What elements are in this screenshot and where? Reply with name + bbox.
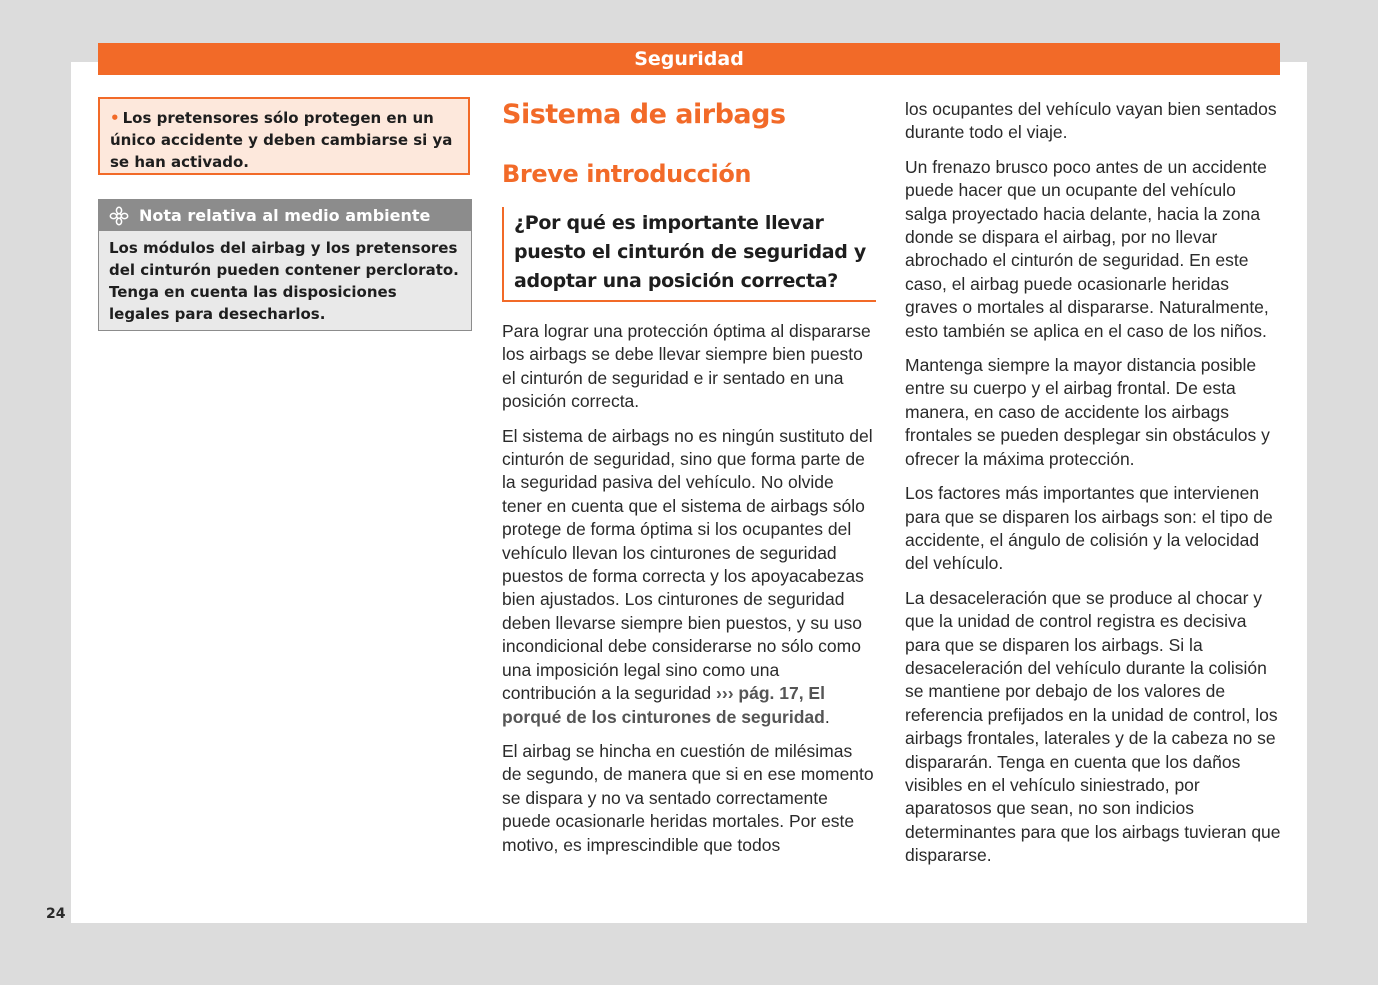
paragraph-2 — [502, 425, 874, 729]
flower-icon — [109, 206, 129, 226]
section-header: Seguridad — [98, 43, 1280, 75]
paragraph-3: El airbag se hincha en cuestión de milésimas de segundo, de manera que si en ese momento se dispara y no va sentado correctamente puede ocasionarle heridas mortales. Por este motivo, es imprescindible que todos — [502, 740, 874, 855]
warning-box — [98, 97, 470, 175]
right-column — [905, 98, 1281, 868]
environment-note — [98, 199, 472, 331]
main-title: Sistema de airbags — [502, 99, 786, 130]
environment-note-header — [99, 200, 471, 231]
warning-text: Los pretensores sólo protegen en un único accidente y deben cambiarse si ya se han activado. — [110, 109, 453, 171]
environment-note-title: Nota relativa al medio ambiente — [139, 206, 431, 225]
main-column — [502, 95, 874, 857]
subtitle: Breve introducción — [502, 160, 752, 188]
paragraph-2-end: . — [824, 706, 830, 727]
question-box — [502, 207, 876, 302]
question-heading: ¿Por qué es importante llevar puesto el cinturón de seguridad y adoptar una posición correcta? — [514, 212, 866, 292]
right-paragraph-2: Un frenazo brusco poco antes de un accidente puede hacer que un ocupante del vehículo salga proyectado hacia delante, hacia la zona donde se dispara el airbag, por no llevar abrochado el cinturón de seguridad. En este caso, el airbag puede ocasionarle heridas graves o mortales al dispararse. Naturalmente, esto también se aplica en el caso de los niños. — [905, 156, 1269, 341]
paragraph-1: Para lograr una protección óptima al dispararse los airbags se debe llevar siempre bien puesto el cinturón de seguridad e ir sentado en una posición correcta. — [502, 321, 871, 412]
paragraph-2-text: El sistema de airbags no es ningún sustituto del cinturón de seguridad, sino que forma parte de la seguridad pasiva del vehículo. No olvide tener en cuenta que el sistema de airbags sólo protege de forma óptima si los ocupantes del vehículo llevan los cinturones de seguridad puestos de forma correcta y los apoyacabezas bien ajustados. Los cinturones de seguridad deben llevarse siempre bien puestos, y su uso incondicional debe considerarse no sólo como una imposición legal sino como una contribución a la seguridad — [502, 425, 873, 704]
right-paragraph-1: los ocupantes del vehículo vayan bien sentados durante todo el viaje. — [905, 99, 1277, 143]
right-paragraph-4: Los factores más importantes que intervienen para que se disparen los airbags son: el tipo de accidente, el ángulo de colisión y la velocidad del vehículo. — [905, 483, 1273, 574]
bullet-icon: • — [110, 109, 120, 127]
environment-note-body: Los módulos del airbag y los pretensores del cinturón pueden contener perclorato. Tenga en cuenta las disposiciones legales para desecharlos. — [109, 239, 459, 323]
cross-reference-link[interactable]: ››› pág. 17, El porqué de los cinturones de seguridad — [502, 683, 825, 727]
page-number: 24 — [46, 906, 66, 922]
right-paragraph-3: Mantenga siempre la mayor distancia posible entre su cuerpo y el airbag frontal. De esta manera, en caso de accidente los airbags frontales se pueden desplegar sin obstáculos y ofrecer la máxima protección. — [905, 355, 1270, 469]
right-paragraph-5: La desaceleración que se produce al chocar y que la unidad de control registra es decisiva para que se disparen los airbags. Si la desaceleración del vehículo durante la colisión se mantiene por debajo de los valores de referencia prefijados en la unidad de control, los airbags frontales, laterales y de la cabeza no se dispararán. Tenga en cuenta que los daños visibles en el vehículo siniestrado, por aparatosos que sean, no son indicios determinantes para que los airbags tuvieran que dispararse. — [905, 587, 1281, 866]
